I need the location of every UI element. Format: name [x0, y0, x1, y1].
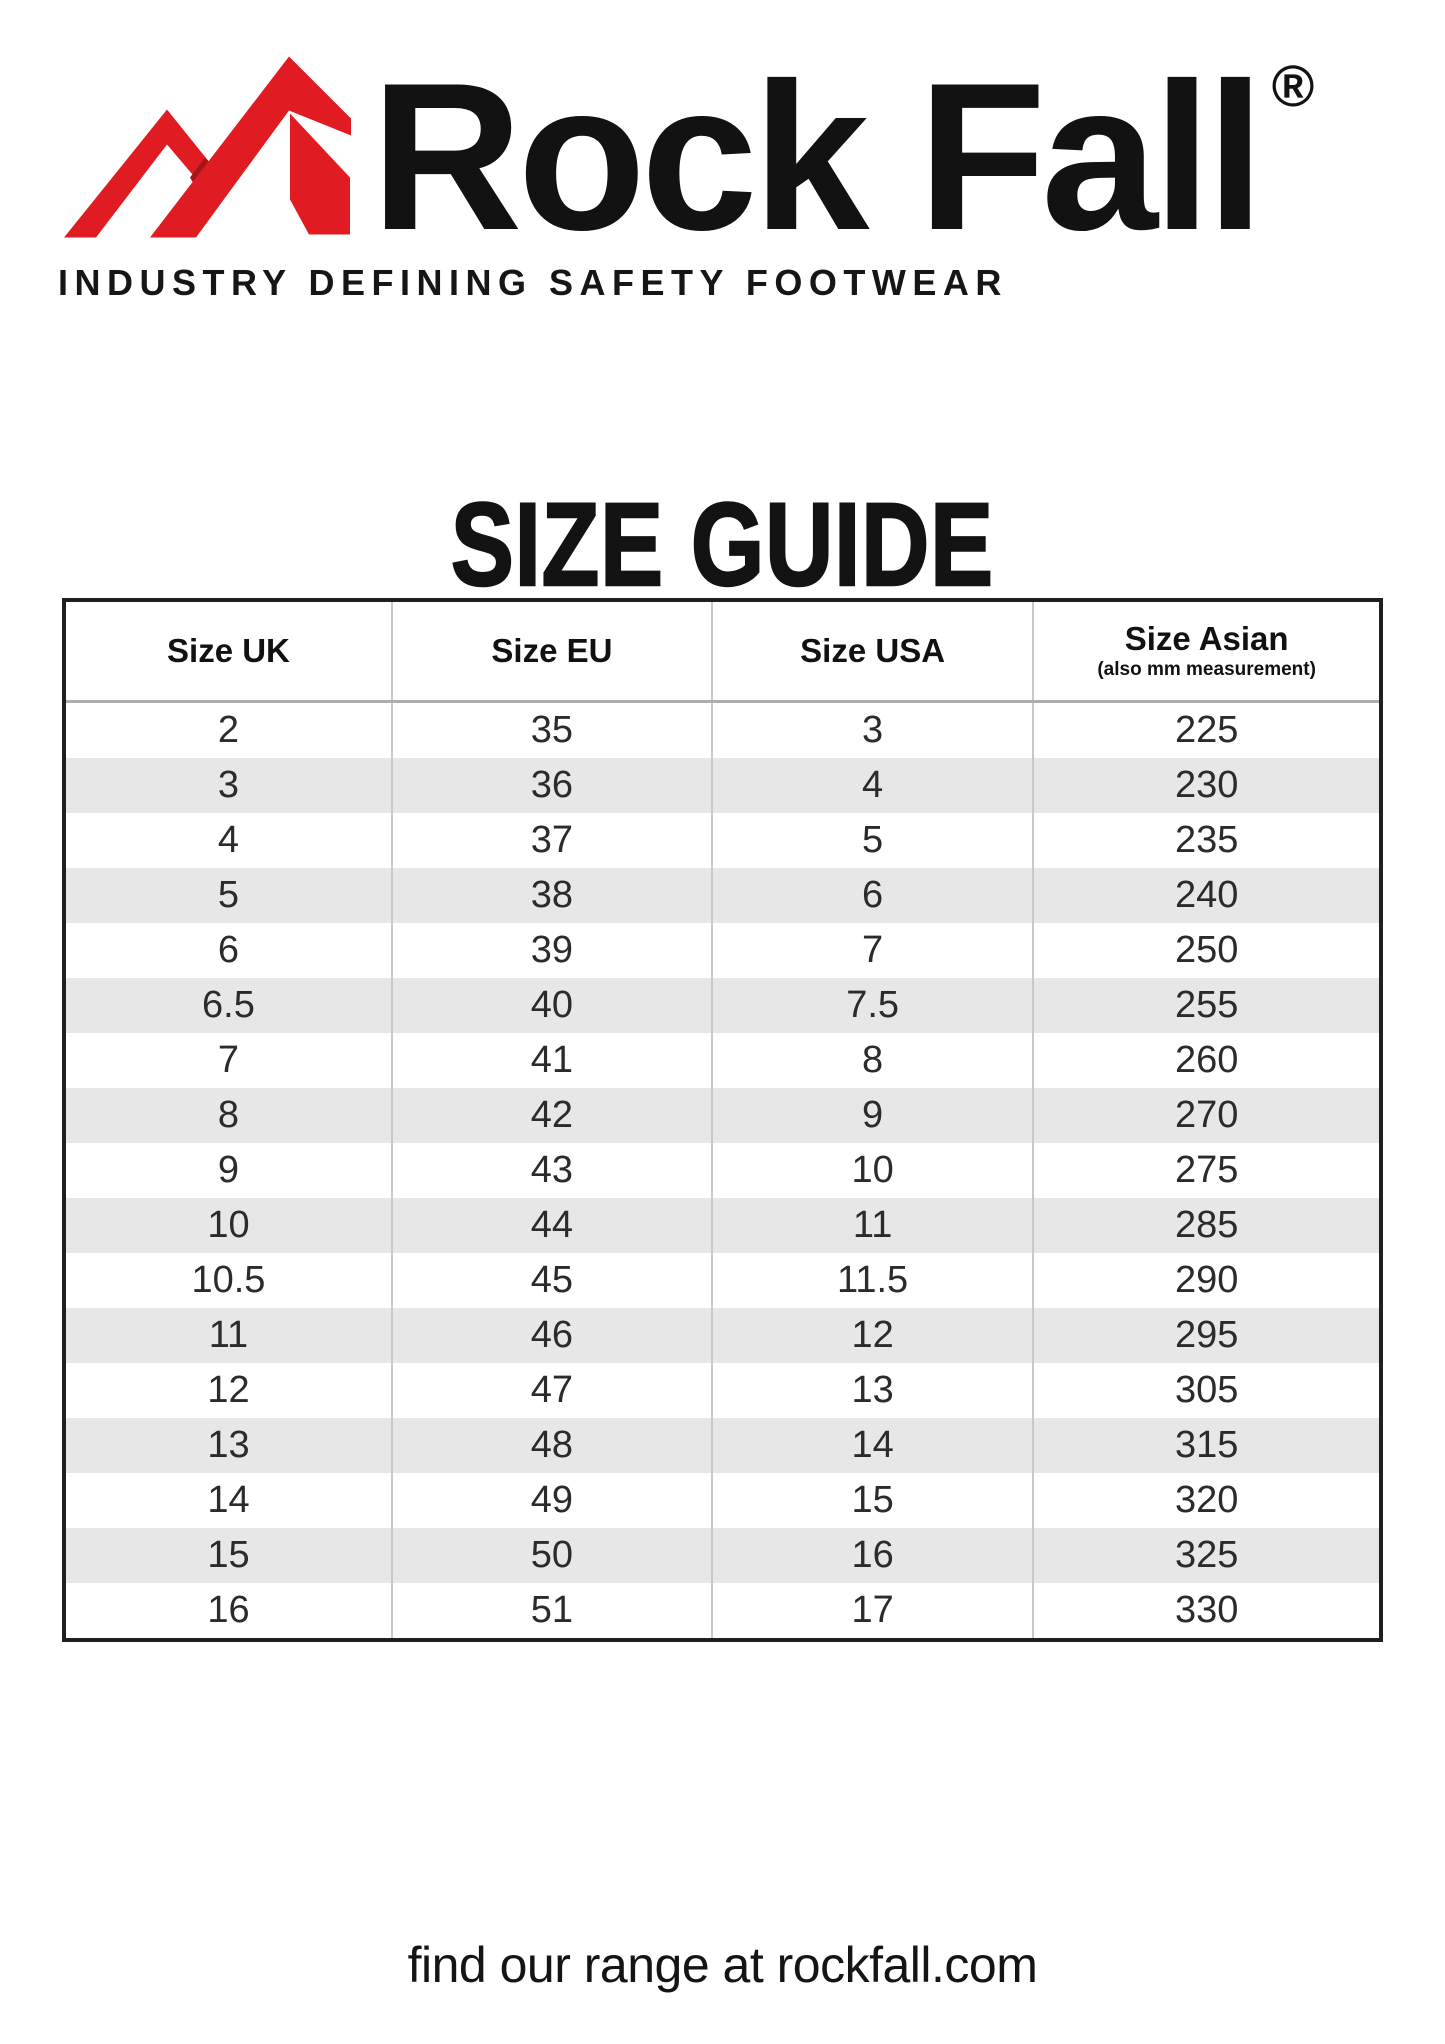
size-cell: 260 [1174, 1039, 1239, 1081]
table-row [64, 1033, 1381, 1088]
size-cell: 42 [392, 1088, 712, 1143]
size-cell: 2 [64, 702, 392, 759]
size-cell: 8 [64, 1088, 392, 1143]
size-cell: 7.5 [712, 978, 1033, 1033]
size-cell: 305 [1174, 1369, 1239, 1411]
size-cell: 240 [1033, 868, 1381, 923]
size-cell: 5 [64, 868, 392, 923]
page-title: SIZE GUIDE [450, 479, 994, 611]
size-cell: 270 [1033, 1088, 1381, 1143]
size-cell: 13 [64, 1418, 392, 1473]
column-header-size-asian-note: (also mm measurement) [1097, 658, 1316, 680]
table-row [64, 978, 1381, 1033]
table-row [64, 923, 1381, 978]
size-cell: 50 [392, 1528, 712, 1583]
size-cell: 9 [64, 1143, 392, 1198]
size-cell: 295 [1033, 1308, 1381, 1363]
table-row [64, 702, 1381, 759]
size-cell: 6 [64, 923, 392, 978]
size-cell: 225 [1174, 709, 1239, 751]
size-cell: 14 [64, 1473, 392, 1528]
size-cell: 16 [712, 1528, 1033, 1583]
size-cell: 230 [1033, 758, 1381, 813]
size-cell: 3 [712, 702, 1033, 759]
size-cell: 4 [712, 758, 1033, 813]
size-cell: 51 [392, 1583, 712, 1640]
page-title-wrap [0, 479, 1445, 611]
size-cell: 320 [1174, 1479, 1239, 1521]
table-row [64, 1308, 1381, 1363]
size-cell: 7 [64, 1033, 392, 1088]
size-cell: 17 [712, 1583, 1033, 1640]
size-cell: 3 [64, 758, 392, 813]
size-cell: 47 [392, 1363, 712, 1418]
size-cell: 5 [712, 813, 1033, 868]
size-cell: 11 [64, 1308, 392, 1363]
size-cell: 275 [1174, 1149, 1239, 1191]
size-table-body [64, 702, 1381, 1641]
column-header-size-usa: Size USA [712, 600, 1033, 702]
size-cell: 38 [392, 868, 712, 923]
table-row [64, 1583, 1381, 1640]
size-cell: 41 [392, 1033, 712, 1088]
table-row [64, 1143, 1381, 1198]
size-cell: 11.5 [712, 1253, 1033, 1308]
size-cell: 36 [392, 758, 712, 813]
table-header-row [64, 600, 1381, 702]
size-cell: 40 [392, 978, 712, 1033]
size-cell: 35 [392, 702, 712, 759]
size-cell: 315 [1033, 1418, 1381, 1473]
size-cell: 9 [712, 1088, 1033, 1143]
size-cell: 14 [712, 1418, 1033, 1473]
footer-text: find our range at rockfall.com [407, 1937, 1038, 1993]
mountain-peaks-icon [57, 53, 357, 239]
size-cell: 13 [712, 1363, 1033, 1418]
brand-wordmark: Rock Fall [371, 39, 1260, 274]
size-cell: 43 [392, 1143, 712, 1198]
size-cell: 255 [1033, 978, 1381, 1033]
table-row [64, 758, 1381, 813]
table-row [64, 1088, 1381, 1143]
size-cell: 6.5 [64, 978, 392, 1033]
size-cell: 16 [64, 1583, 392, 1640]
table-row [64, 1198, 1381, 1253]
table-row [64, 1528, 1381, 1583]
size-cell: 4 [64, 813, 392, 868]
table-row [64, 813, 1381, 868]
table-row [64, 1363, 1381, 1418]
size-cell: 290 [1174, 1259, 1239, 1301]
registered-trademark-symbol: ® [1271, 54, 1315, 119]
column-header-size-eu: Size EU [392, 600, 712, 702]
size-cell: 10.5 [64, 1253, 392, 1308]
size-cell: 8 [712, 1033, 1033, 1088]
size-cell: 12 [64, 1363, 392, 1418]
size-cell: 285 [1033, 1198, 1381, 1253]
size-cell: 325 [1033, 1528, 1381, 1583]
size-cell: 250 [1174, 929, 1239, 971]
size-cell: 330 [1174, 1589, 1239, 1631]
size-cell: 49 [392, 1473, 712, 1528]
size-cell: 48 [392, 1418, 712, 1473]
brand-tagline: INDUSTRY DEFINING SAFETY FOOTWEAR [58, 262, 1008, 303]
size-cell: 12 [712, 1308, 1033, 1363]
table-row [64, 868, 1381, 923]
column-header-size-asian [1033, 600, 1381, 702]
size-cell: 15 [712, 1473, 1033, 1528]
table-row [64, 1253, 1381, 1308]
size-cell: 39 [392, 923, 712, 978]
size-cell: 7 [712, 923, 1033, 978]
size-cell: 37 [392, 813, 712, 868]
table-row [64, 1473, 1381, 1528]
column-header-size-asian-label: Size Asian [1124, 620, 1289, 658]
column-header-size-uk: Size UK [64, 600, 392, 702]
size-cell: 11 [712, 1198, 1033, 1253]
brand-logo [57, 39, 1315, 274]
size-cell: 44 [392, 1198, 712, 1253]
size-cell: 235 [1174, 819, 1239, 861]
size-cell: 46 [392, 1308, 712, 1363]
size-cell: 10 [64, 1198, 392, 1253]
table-row [64, 1418, 1381, 1473]
size-cell: 45 [392, 1253, 712, 1308]
size-cell: 10 [712, 1143, 1033, 1198]
size-cell: 6 [712, 868, 1033, 923]
size-cell: 15 [64, 1528, 392, 1583]
size-guide-table [62, 598, 1383, 1642]
